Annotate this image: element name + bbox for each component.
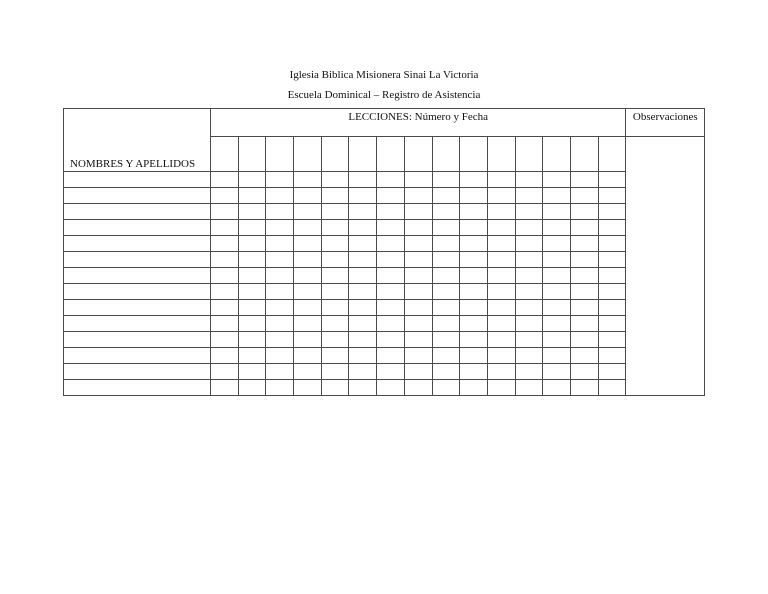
attendance-cell [294, 236, 322, 252]
attendance-cell [543, 316, 571, 332]
lesson-date-cell [211, 137, 239, 172]
attendance-cell [598, 316, 626, 332]
attendance-cell [432, 268, 460, 284]
attendance-cell [211, 252, 239, 268]
attendance-cell [404, 188, 432, 204]
attendance-cell [294, 220, 322, 236]
attendance-cell [321, 220, 349, 236]
name-cell [64, 268, 211, 284]
attendance-cell [432, 364, 460, 380]
attendance-cell [211, 204, 239, 220]
attendance-cell [487, 348, 515, 364]
attendance-cell [570, 284, 598, 300]
attendance-cell [349, 380, 377, 396]
lesson-date-cell [515, 137, 543, 172]
attendance-cell [211, 236, 239, 252]
attendance-cell [349, 172, 377, 188]
attendance-cell [238, 284, 266, 300]
attendance-cell [294, 284, 322, 300]
attendance-cell [543, 348, 571, 364]
attendance-cell [238, 188, 266, 204]
attendance-cell [432, 204, 460, 220]
lesson-date-cell [404, 137, 432, 172]
lesson-date-cell [570, 137, 598, 172]
attendance-cell [460, 348, 488, 364]
attendance-cell [487, 284, 515, 300]
attendance-cell [349, 236, 377, 252]
attendance-cell [432, 380, 460, 396]
attendance-cell [515, 252, 543, 268]
attendance-cell [211, 348, 239, 364]
attendance-cell [460, 204, 488, 220]
attendance-cell [432, 236, 460, 252]
attendance-cell [598, 364, 626, 380]
lesson-date-cell [432, 137, 460, 172]
names-column-header: NOMBRES Y APELLIDOS [64, 109, 211, 172]
attendance-cell [515, 332, 543, 348]
attendance-cell [349, 268, 377, 284]
attendance-cell [460, 300, 488, 316]
attendance-cell [294, 204, 322, 220]
attendance-cell [432, 316, 460, 332]
attendance-cell [404, 284, 432, 300]
name-cell [64, 236, 211, 252]
attendance-cell [543, 252, 571, 268]
attendance-cell [321, 172, 349, 188]
attendance-cell [266, 172, 294, 188]
attendance-cell [349, 204, 377, 220]
attendance-cell [294, 332, 322, 348]
attendance-cell [543, 204, 571, 220]
attendance-cell [598, 284, 626, 300]
attendance-cell [515, 348, 543, 364]
attendance-table [63, 108, 705, 396]
attendance-cell [570, 220, 598, 236]
attendance-cell [598, 380, 626, 396]
attendance-cell [211, 316, 239, 332]
attendance-cell [377, 364, 405, 380]
lesson-date-cell [598, 137, 626, 172]
attendance-cell [377, 348, 405, 364]
attendance-cell [321, 268, 349, 284]
attendance-cell [238, 300, 266, 316]
attendance-cell [543, 172, 571, 188]
name-cell [64, 172, 211, 188]
table-row [64, 348, 705, 364]
table-row [64, 284, 705, 300]
attendance-cell [515, 268, 543, 284]
attendance-cell [487, 236, 515, 252]
observations-cell [626, 137, 705, 396]
attendance-cell [377, 300, 405, 316]
attendance-cell [377, 204, 405, 220]
attendance-cell [598, 204, 626, 220]
attendance-cell [543, 268, 571, 284]
attendance-cell [294, 348, 322, 364]
name-cell [64, 252, 211, 268]
attendance-cell [570, 348, 598, 364]
table-row [64, 172, 705, 188]
attendance-cell [487, 332, 515, 348]
attendance-cell [294, 380, 322, 396]
attendance-cell [598, 332, 626, 348]
attendance-cell [266, 300, 294, 316]
attendance-cell [598, 236, 626, 252]
attendance-cell [515, 316, 543, 332]
table-row [64, 252, 705, 268]
attendance-cell [321, 236, 349, 252]
attendance-cell [211, 332, 239, 348]
attendance-cell [460, 236, 488, 252]
lesson-date-cell [377, 137, 405, 172]
attendance-cell [238, 236, 266, 252]
attendance-cell [598, 172, 626, 188]
attendance-cell [598, 188, 626, 204]
attendance-cell [460, 332, 488, 348]
name-cell [64, 204, 211, 220]
table-row [64, 268, 705, 284]
attendance-cell [238, 348, 266, 364]
attendance-cell [349, 284, 377, 300]
attendance-cell [515, 364, 543, 380]
attendance-cell [404, 220, 432, 236]
attendance-cell [211, 188, 239, 204]
attendance-cell [404, 172, 432, 188]
attendance-cell [404, 316, 432, 332]
name-cell [64, 332, 211, 348]
attendance-cell [294, 316, 322, 332]
attendance-cell [487, 188, 515, 204]
name-cell [64, 284, 211, 300]
attendance-cell [321, 364, 349, 380]
attendance-cell [570, 204, 598, 220]
attendance-cell [377, 172, 405, 188]
attendance-cell [266, 284, 294, 300]
attendance-cell [238, 220, 266, 236]
attendance-cell [460, 188, 488, 204]
attendance-cell [211, 300, 239, 316]
attendance-cell [349, 348, 377, 364]
attendance-cell [515, 220, 543, 236]
attendance-cell [211, 364, 239, 380]
attendance-cell [321, 300, 349, 316]
attendance-cell [543, 284, 571, 300]
attendance-cell [487, 204, 515, 220]
attendance-cell [543, 364, 571, 380]
attendance-cell [266, 204, 294, 220]
attendance-cell [598, 268, 626, 284]
attendance-cell [570, 268, 598, 284]
attendance-cell [487, 220, 515, 236]
attendance-cell [598, 220, 626, 236]
attendance-cell [349, 300, 377, 316]
attendance-cell [404, 364, 432, 380]
attendance-cell [211, 172, 239, 188]
attendance-cell [266, 316, 294, 332]
name-cell [64, 220, 211, 236]
name-cell [64, 316, 211, 332]
attendance-cell [460, 284, 488, 300]
table-row [64, 236, 705, 252]
attendance-cell [432, 332, 460, 348]
attendance-cell [598, 300, 626, 316]
attendance-cell [211, 380, 239, 396]
attendance-cell [432, 300, 460, 316]
attendance-cell [294, 364, 322, 380]
name-cell [64, 380, 211, 396]
attendance-cell [211, 284, 239, 300]
attendance-cell [487, 268, 515, 284]
name-cell [64, 188, 211, 204]
lessons-column-header: LECCIONES: Número y Fecha [211, 109, 626, 137]
attendance-cell [404, 268, 432, 284]
attendance-cell [432, 172, 460, 188]
attendance-cell [377, 332, 405, 348]
attendance-cell [321, 348, 349, 364]
attendance-cell [460, 172, 488, 188]
document-subtitle: Escuela Dominical – Registro de Asistencia [287, 89, 481, 101]
attendance-cell [487, 300, 515, 316]
attendance-cell [432, 188, 460, 204]
attendance-cell [515, 300, 543, 316]
attendance-cell [266, 348, 294, 364]
attendance-cell [294, 252, 322, 268]
attendance-cell [377, 380, 405, 396]
attendance-cell [515, 172, 543, 188]
attendance-cell [211, 268, 239, 284]
name-cell [64, 300, 211, 316]
attendance-cell [570, 364, 598, 380]
lesson-date-cell [321, 137, 349, 172]
table-row [64, 300, 705, 316]
table-row [64, 188, 705, 204]
attendance-cell [377, 236, 405, 252]
attendance-cell [377, 268, 405, 284]
attendance-cell [460, 220, 488, 236]
lesson-date-cell [294, 137, 322, 172]
attendance-cell [238, 380, 266, 396]
attendance-cell [570, 300, 598, 316]
attendance-cell [404, 332, 432, 348]
attendance-cell [321, 252, 349, 268]
attendance-cell [211, 220, 239, 236]
attendance-cell [543, 188, 571, 204]
attendance-cell [404, 236, 432, 252]
attendance-cell [404, 204, 432, 220]
table-row [64, 316, 705, 332]
attendance-cell [266, 236, 294, 252]
attendance-cell [598, 348, 626, 364]
name-cell [64, 364, 211, 380]
attendance-cell [377, 220, 405, 236]
lesson-date-cell [238, 137, 266, 172]
attendance-cell [432, 348, 460, 364]
observations-column-header: Observaciones [626, 109, 705, 137]
attendance-cell [294, 300, 322, 316]
attendance-cell [349, 188, 377, 204]
lesson-date-cell [460, 137, 488, 172]
attendance-cell [377, 316, 405, 332]
attendance-cell [404, 252, 432, 268]
attendance-cell [238, 172, 266, 188]
attendance-cell [570, 172, 598, 188]
attendance-cell [543, 236, 571, 252]
attendance-cell [570, 236, 598, 252]
attendance-cell [404, 348, 432, 364]
attendance-cell [377, 188, 405, 204]
attendance-cell [238, 332, 266, 348]
attendance-cell [349, 220, 377, 236]
attendance-cell [266, 268, 294, 284]
attendance-cell [266, 252, 294, 268]
attendance-cell [266, 380, 294, 396]
attendance-cell [543, 332, 571, 348]
attendance-cell [543, 300, 571, 316]
attendance-cell [570, 332, 598, 348]
attendance-cell [266, 332, 294, 348]
attendance-cell [238, 316, 266, 332]
attendance-cell [570, 380, 598, 396]
attendance-cell [294, 188, 322, 204]
lesson-date-cell [266, 137, 294, 172]
table-row [64, 364, 705, 380]
attendance-cell [515, 188, 543, 204]
attendance-cell [515, 380, 543, 396]
attendance-cell [266, 188, 294, 204]
document-title: Iglesia Biblica Misionera Sinai La Victoria [289, 69, 479, 81]
attendance-cell [266, 220, 294, 236]
attendance-cell [432, 220, 460, 236]
attendance-cell [460, 268, 488, 284]
attendance-cell [543, 220, 571, 236]
attendance-cell [570, 252, 598, 268]
table-row [64, 380, 705, 396]
attendance-cell [321, 284, 349, 300]
attendance-cell [598, 252, 626, 268]
attendance-cell [238, 252, 266, 268]
attendance-cell [349, 364, 377, 380]
attendance-cell [460, 380, 488, 396]
lesson-date-cell [487, 137, 515, 172]
attendance-cell [294, 172, 322, 188]
attendance-cell [321, 380, 349, 396]
attendance-cell [487, 172, 515, 188]
attendance-cell [515, 204, 543, 220]
attendance-cell [349, 332, 377, 348]
attendance-cell [238, 364, 266, 380]
attendance-cell [349, 316, 377, 332]
table-row [64, 220, 705, 236]
attendance-cell [321, 316, 349, 332]
attendance-cell [487, 364, 515, 380]
attendance-cell [238, 268, 266, 284]
attendance-cell [294, 268, 322, 284]
attendance-cell [432, 252, 460, 268]
lesson-date-cell [543, 137, 571, 172]
attendance-cell [321, 204, 349, 220]
table-row [64, 332, 705, 348]
attendance-cell [238, 204, 266, 220]
attendance-cell [321, 332, 349, 348]
attendance-cell [487, 380, 515, 396]
name-cell [64, 348, 211, 364]
attendance-cell [404, 380, 432, 396]
attendance-cell [349, 252, 377, 268]
attendance-cell [321, 188, 349, 204]
lesson-date-cell [349, 137, 377, 172]
attendance-cell [570, 316, 598, 332]
attendance-cell [432, 284, 460, 300]
attendance-cell [515, 284, 543, 300]
attendance-cell [487, 252, 515, 268]
attendance-cell [570, 188, 598, 204]
attendance-cell [377, 284, 405, 300]
attendance-cell [543, 380, 571, 396]
attendance-cell [487, 316, 515, 332]
attendance-cell [377, 252, 405, 268]
attendance-cell [515, 236, 543, 252]
attendance-cell [460, 316, 488, 332]
attendance-cell [460, 252, 488, 268]
table-row [64, 204, 705, 220]
attendance-cell [404, 300, 432, 316]
attendance-cell [266, 364, 294, 380]
attendance-cell [460, 364, 488, 380]
